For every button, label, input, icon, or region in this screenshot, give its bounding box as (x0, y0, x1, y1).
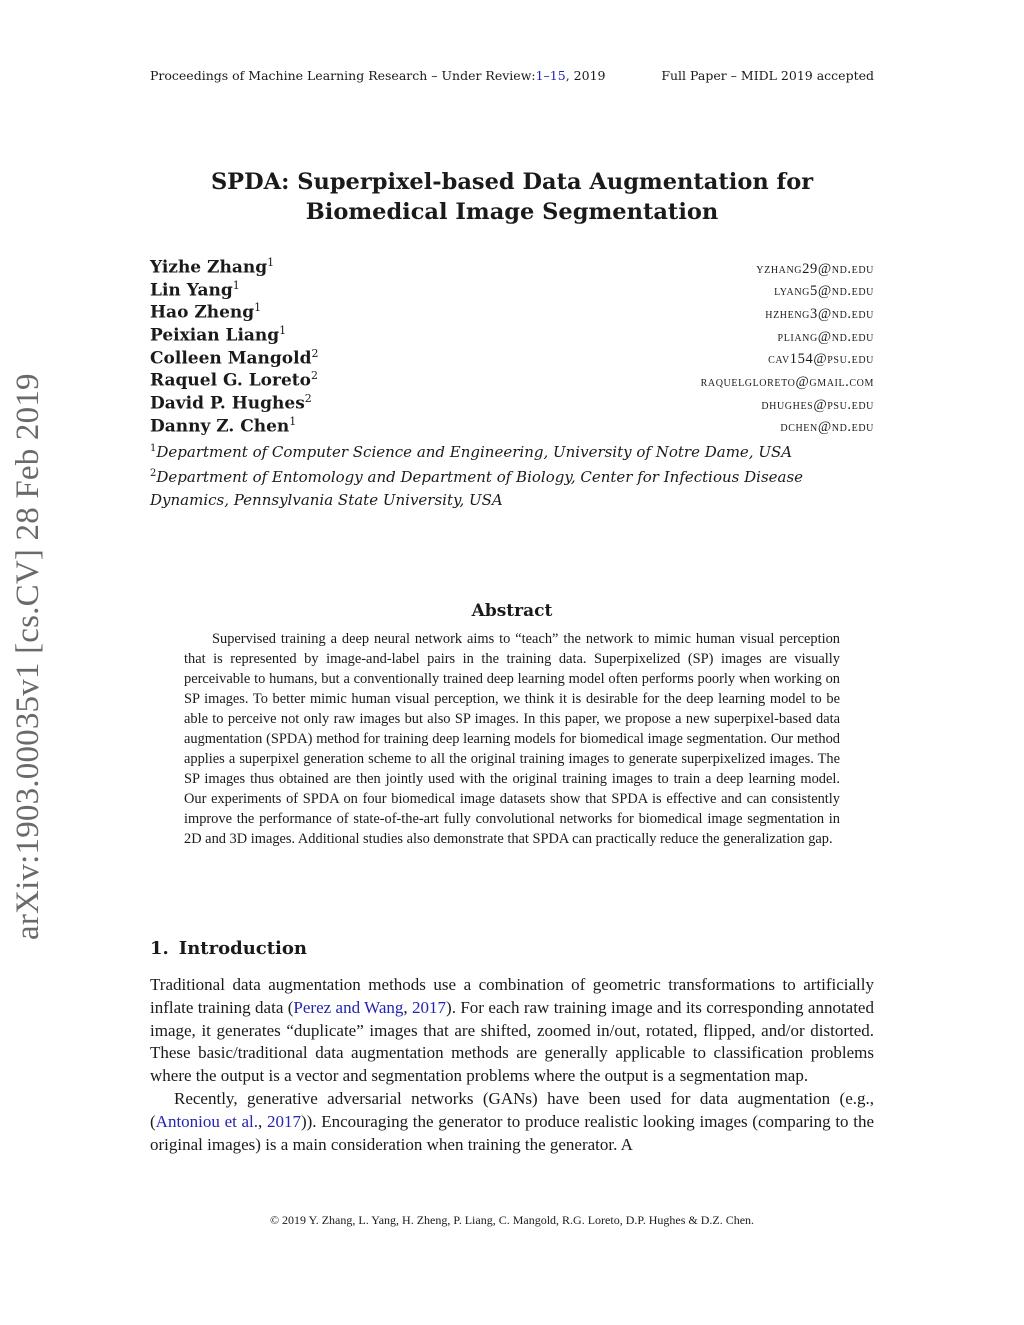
author-row (150, 324, 874, 347)
author-email[interactable]: pliang@nd.edu (777, 328, 874, 345)
author-row (150, 301, 874, 324)
author-row (150, 415, 874, 438)
affiliation: $^1$Department of Computer Science and Engineering, University of Notre Dame, USA (150, 442, 793, 461)
author-name: Yizhe Zhang$^1$ (150, 256, 275, 278)
citation-link[interactable]: Perez and Wang (293, 997, 404, 1017)
running-header-left: Proceedings of Machine Learning Research – Under Review:1–15, 2019 (150, 68, 606, 83)
citation-link[interactable]: Antoniou et al. (155, 1111, 259, 1131)
abstract-heading: Abstract (471, 601, 553, 621)
author-email[interactable]: dhughes@psu.edu (761, 396, 874, 413)
author-email[interactable]: yzhang29@nd.edu (756, 260, 874, 277)
author-name: Hao Zheng$^1$ (150, 301, 262, 324)
author-row (150, 369, 874, 392)
author-name: Colleen Mangold$^2$ (150, 346, 319, 369)
author-email[interactable]: lyang5@nd.edu (774, 283, 874, 300)
author-block (150, 256, 874, 511)
author-email[interactable]: raquelgloreto@gmail.com (700, 374, 874, 391)
abstract-body: Supervised training a deep neural network aims to “teach” the network to mimic human visual perception that is represented by image-and-label pairs in the training data. Superpixelized (SP) images are visually perceivable to humans, but a conventionally trained deep learning model often performs poorly when working on SP images. To better mimic human visual perception, we think it is desirable for the deep learning model to be able to perceive not only raw images but also SP images. In this paper, we propose a new superpixel-based data augmentation (SPDA) method for training deep learning models for biomedical image segmentation. Our method applies a superpixel generation scheme to all the original training images to generate superpixelized images. The SP images thus obtained are then jointly used with the original training images to train a deep learning model. Our experiments of SPDA on four biomedical image datasets show that SPDA is effective and can consistently improve the performance of state-of-the-art fully convolutional networks for biomedical image segmentation in 2D and 3D images. Additional studies also demonstrate that SPDA can practically reduce the generalization gap. (184, 631, 840, 847)
copyright-footer: © 2019 Y. Zhang, L. Yang, H. Zheng, P. Liang, C. Mangold, R.G. Loreto, D.P. Hughes & D.Z. Chen. (269, 1213, 755, 1227)
author-name: Raquel G. Loreto$^2$ (150, 369, 318, 392)
citation-year-link[interactable]: 2017 (412, 997, 447, 1017)
paragraph: Traditional data augmentation methods use a combination of geometric transformations to artificially inflate training data (Perez and Wang, 2017). For each raw training image and its corresponding annotated image, it generates “duplicate” images that are shifted, zoomed in/out, rotated, flipped, and/or distorted. These basic/traditional data augmentation methods are generally applicable to classification problems where the output is a vector and segmentation problems where the output is a segmentation map. (150, 975, 874, 1086)
running-header-right: Full Paper – MIDL 2019 accepted (661, 68, 874, 83)
author-row (150, 256, 874, 279)
author-name: David P. Hughes$^2$ (150, 392, 312, 414)
author-row (150, 347, 874, 370)
affiliation: $^2$Department of Entomology and Department of Biology, Center for Infectious Disease Dynamics, Pennsylvania State University, USA (150, 468, 804, 509)
paragraph: Recently, generative adversarial networks (GANs) have been used for data augmentation (e.g., (Antoniou et al., 2017)). Encouraging the generator to produce realistic looking images (comparing to the original images) is a main consideration when training the generator. A (150, 1088, 874, 1154)
section-heading: 1. Introduction (150, 938, 307, 959)
author-email[interactable]: hzheng3@nd.edu (765, 306, 874, 323)
author-name: Lin Yang$^1$ (150, 278, 240, 301)
body-text (150, 974, 874, 1156)
author-row (150, 392, 874, 415)
citation-year-link[interactable]: 2017 (266, 1111, 301, 1131)
author-email[interactable]: cav154@psu.edu (768, 351, 874, 368)
paper-title: SPDA: Superpixel-based Data Augmentation for Biomedical Image Segmentation (210, 169, 814, 225)
page-range-link[interactable]: 1–15 (535, 68, 566, 83)
author-name: Peixian Liang$^1$ (150, 324, 287, 346)
author-email[interactable]: dchen@nd.edu (780, 419, 874, 436)
author-name: Danny Z. Chen$^1$ (150, 414, 297, 437)
arxiv-stamp: arXiv:1903.00035v1 [cs.CV] 28 Feb 2019 (10, 373, 46, 940)
author-row (150, 279, 874, 302)
